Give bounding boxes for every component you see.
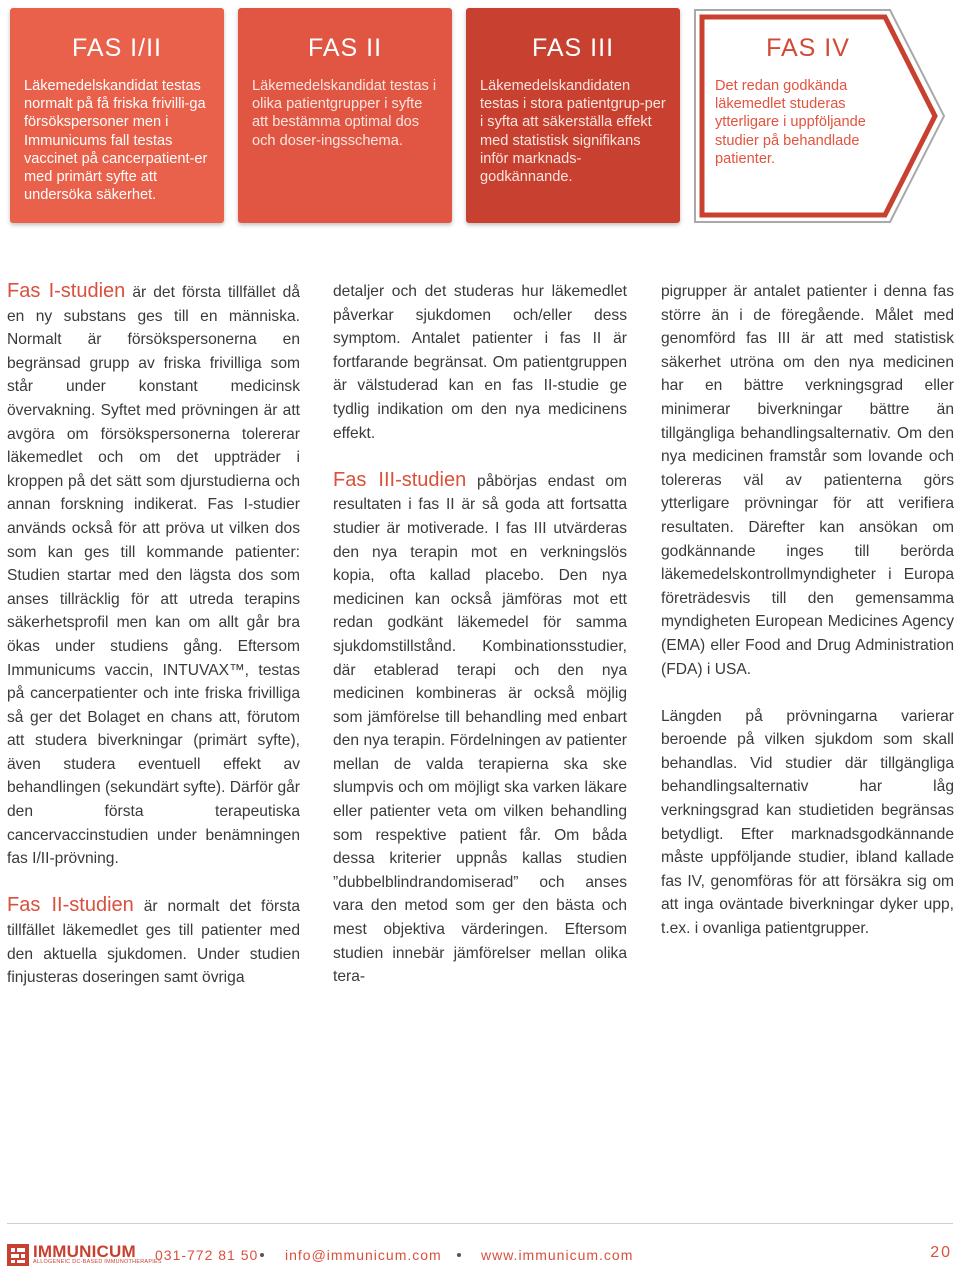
paragraph-text: är det första tillfället då en ny substans ges till en människa. Normalt är försökspersonerna en begränsad grupp av friska frivilliga som står under konstant medicinsk övervakning. Syftet med prövningen är att avgöra om försökspersonerna tolererar läkemedlet och om det uppträder i kroppen på det sätt som djurstudierna och annan forskning indikerat. Fas I-studier används också för att pröva ut vilken dos som kan ges till kommande patienter: Studien startar med den lägsta dos som anses tillräcklig för att utreda terapins säkerhetsprofil men kan om allt går bra ökas under studiens gång. Eftersom Immunicums vaccin, INTUVAX™, testas på cancerpatienter och inte friska frivilliga så ger det Bolaget en chans att, förutom att studera biverkningar (primärt syfte), även studera eventuell effekt av behandlingen (sekundärt syfte). Därför går den första terapeutiska cancervaccinstudien under benämningen fas I/II-prövning.	[7, 284, 301, 868]
page-number: 20	[930, 1244, 952, 1261]
company-logo	[7, 1242, 162, 1270]
paragraph-text: påbörjas endast om resultaten i fas II är så goda att fortsatta studier är motiverade. I fas III utvärderas den nya terapin mot en verkningslös kopia, ofta kallad placebo. Den nya medicinen kan också jämföras mot ett redan godkänt läkemedel för samma sjukdomstillstånd. Kombinationsstudier, där etablerad terapi och den nya medicinen kombineras är också möjlig som jämförelse till behandling med enbart den nya terapin. Fördelningen av patienter mellan de valda terapierna ska ske slumpvis och om möjligt ska varken läkare eller patienter veta om vilken behandling som respektive patient får. Om båda dessa kriterier uppnås kallas studien ”dubbelblindrandomiserad” och anses vara den metod som ger den bästa och mest objektiva värderingen. Eftersom studien innebär jämförelser mellan olika tera-	[333, 472, 628, 986]
logo-wordmark: IMMUNICUM	[33, 1242, 136, 1261]
phase-box-2	[238, 8, 452, 223]
phase-box-3	[466, 8, 680, 223]
phase-box-4	[693, 8, 947, 226]
logo-mark-icon	[7, 1244, 29, 1266]
phase-description: Läkemedelskandidat testas i olika patientgrupper i syfte att bestämma optimal dos och doser-ingsschema.	[252, 78, 437, 149]
footer-phone: 031-772 81 50	[155, 1247, 259, 1263]
text-column-2	[333, 280, 627, 989]
phase-box-1	[10, 8, 224, 223]
phase-description: Det redan godkända läkemedlet studeras ytterligare i uppföljande studier på behandlade patienter.	[715, 78, 866, 167]
paragraph	[7, 894, 300, 989]
phase-title: FAS II	[307, 34, 383, 62]
footer-website[interactable]: www.immunicum.com	[481, 1247, 634, 1263]
footer-divider	[7, 1223, 953, 1224]
phase-description: Läkemedelskandidaten testas i stora patientgrup-per i syfta att säkerställa effekt med statistisk signifikans inför marknads-godkännande.	[480, 78, 666, 186]
phase-description: Läkemedelskandidat testas normalt på få friska frivilli-ga försökspersoner men i Immunicums fall testas vaccinet på cancerpatient-er med primärt syfte att undersöka säkerhet.	[24, 78, 208, 204]
logo-tagline: ALLOGENEIC DC-BASED IMMUNOTHERAPIES	[33, 1259, 162, 1265]
section-heading: Fas II-studien	[7, 894, 134, 917]
footer-separator-dot	[260, 1253, 264, 1257]
paragraph	[661, 280, 954, 681]
phase-box-4-content	[693, 8, 923, 223]
phase-banner	[0, 0, 960, 240]
phase-title: FAS IV	[766, 34, 850, 62]
text-column-3	[661, 280, 954, 941]
text-column-1	[7, 280, 300, 990]
phase-title: FAS III	[531, 34, 615, 62]
paragraph-text: är normalt det första tillfället läkemedlet ges till patienter med den aktuella sjukdomen. Under studien finjusteras doseringen samt övriga	[7, 898, 300, 987]
phase-title: FAS I/II	[72, 34, 162, 62]
paragraph	[333, 469, 627, 989]
paragraph-text: Längden på prövningarna varierar beroende på vilken sjukdom som skall behandlas. Vid studier där tillgängliga behandlingsalternativ har låg verkningsgrad kan studietiden begränsas betydligt. Efter marknadsgodkännande måste uppföljande studier, ibland kallade fas IV, genomföras för att försäkra sig om att inga oväntade biverkningar dyker upp, t.ex. i ovanliga patientgrupper.	[661, 707, 954, 938]
section-heading: Fas III-studien	[333, 468, 467, 491]
paragraph	[661, 705, 954, 941]
paragraph-text: detaljer och det studeras hur läkemedlet påverkar sjukdomen och/eller dess symptom. Antalet patienter i fas II är fortfarande begränsat. Om patientgruppen är välstuderad kan en fas II-studie ge tydlig indikation om den nya medicinens effekt.	[333, 283, 627, 442]
footer-separator-dot	[457, 1253, 461, 1257]
section-heading: Fas I-studien	[7, 280, 126, 302]
paragraph	[7, 280, 300, 871]
paragraph-text: pigrupper är antalet patienter i denna fas större än i de föregående. Målet med genomförd fas III är att med statistisk säkerhet utröna om den nya medicinen har en bättre verkningsgrad eller minimerar biverkningar bättre än tillgängliga behandlingsalternativ. Om den nya medicinen framstår som lovande och tolereras väl av patienterna görs ytterligare prövningar för att verifiera resultaten. Därefter kan ansökan om godkännande inges till berörda läkemedelskontrollmyndigheter i Europa företrädesvis till den gemensamma myndigheten European Medicines Agency (EMA) eller Food and Drug Administration (FDA) i USA.	[661, 283, 954, 678]
paragraph	[333, 280, 627, 445]
footer-email[interactable]: info@immunicum.com	[285, 1247, 442, 1263]
